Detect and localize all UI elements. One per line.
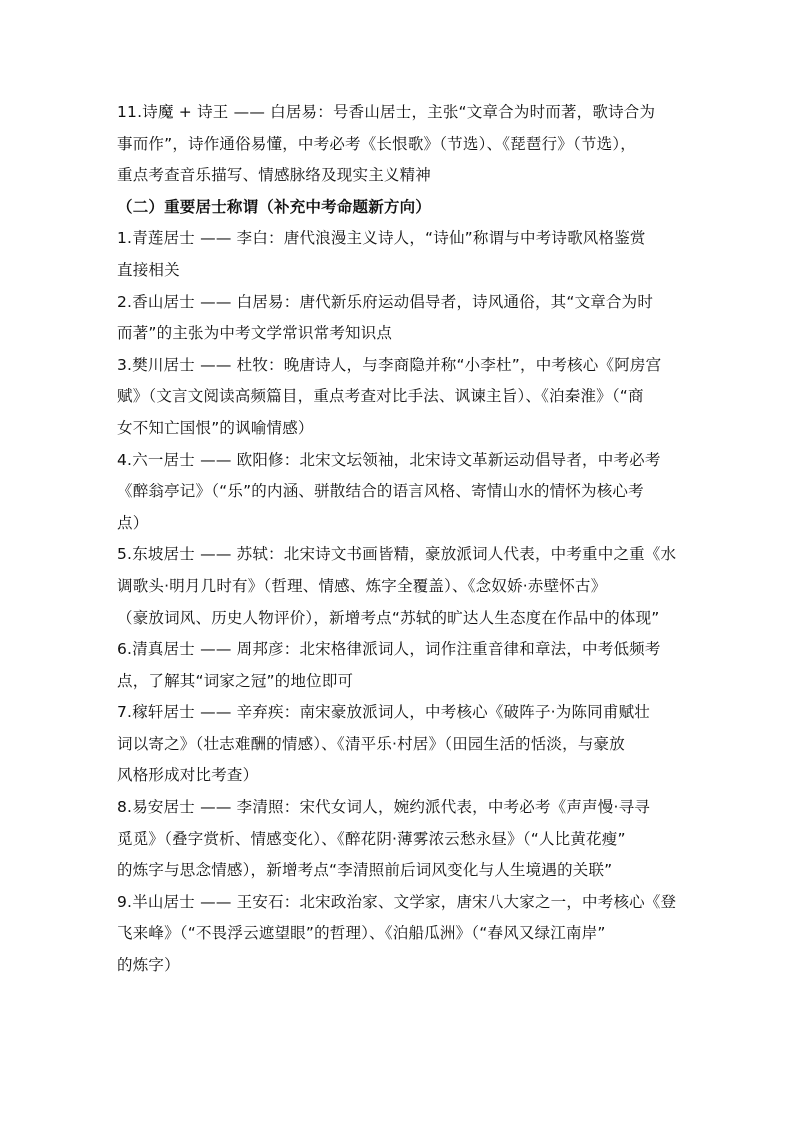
- item-4-line-1: 4.六一居士 —— 欧阳修：北宋文坛领袖，北宋诗文革新运动倡导者，中考必考: [117, 450, 661, 469]
- item-7-line-1: 7.稼轩居士 —— 辛弃疾：南宋豪放派词人，中考核心《破阵子·为陈同甫赋壮: [117, 703, 650, 722]
- item-1-line-1: 1.青莲居士 —— 李白：唐代浪漫主义诗人，“诗仙”称谓与中考诗歌风格鉴赏: [117, 229, 646, 248]
- item-2-line-1: 2.香山居士 —— 白居易：唐代新乐府运动倡导者，诗风通俗，其“文章合为时: [117, 292, 654, 311]
- item-1-line-2: 直接相关: [117, 260, 180, 279]
- item-9-line-1: 9.半山居士 —— 王安石：北宋政治家、文学家，唐宋八大家之一，中考核心《登: [117, 892, 677, 911]
- item-6-line-1: 6.清真居士 —— 周邦彦：北宋格律派词人，词作注重音律和章法，中考低频考: [117, 640, 661, 659]
- item-6-line-2: 点，了解其“词家之冠”的地位即可: [117, 671, 354, 690]
- item-8-line-2: 觅觅》（叠字赏析、情感变化）、《醉花阴·薄雾浓云愁永昼》（“人比黄花瘦”: [117, 829, 626, 848]
- item-4-line-2: 《醉翁亭记》（“乐”的内涵、骈散结合的语言风格、寄情山水的情怀为核心考: [117, 482, 644, 501]
- item-5-line-1: 5.东坡居士 —— 苏轼：北宋诗文书画皆精，豪放派词人代表，中考重中之重《水: [117, 545, 677, 564]
- item-7-line-2: 词以寄之》（壮志难酬的情感）、《清平乐·村居》（田园生活的恬淡，与豪放: [117, 734, 625, 753]
- item-5-line-2: 调歌头·明月几时有》（哲理、情感、炼字全覆盖）、《念奴娇·赤壁怀古》: [117, 576, 607, 595]
- item-3-line-2: 赋》（文言文阅读高频篇目，重点考查对比手法、讽谏主旨）、《泊秦淮》（“商: [117, 387, 644, 406]
- item-9-line-3: 的炼字）: [117, 956, 180, 975]
- item-3-line-3: 女不知亡国恨”的讽喻情感）: [117, 418, 314, 437]
- item-8-line-3: 的炼字与思念情感），新增考点“李清照前后词风变化与人生境遇的关联”: [117, 861, 613, 880]
- item-11-line-2: 事而作”，诗作通俗易懂，中考必考《长恨歌》（节选）、《琵琶行》（节选），: [117, 134, 636, 153]
- item-4-line-3: 点）: [117, 513, 149, 532]
- section-heading: （二）重要居士称谓（补充中考命题新方向）: [117, 197, 432, 216]
- item-8-line-1: 8.易安居士 —— 李清照：宋代女词人，婉约派代表，中考必考《声声慢·寻寻: [117, 798, 650, 817]
- item-9-line-2: 飞来峰》（“不畏浮云遮望眼”的哲理）、《泊船瓜洲》（“春风又绿江南岸”: [117, 924, 606, 943]
- item-7-line-3: 风格形成对比考查）: [117, 766, 259, 785]
- item-2-line-2: 而著”的主张为中考文学常识常考知识点: [117, 324, 393, 343]
- item-11-line-3: 重点考查音乐描写、情感脉络及现实主义精神: [117, 166, 432, 185]
- item-5-line-3: （豪放词风、历史人物评价），新增考点“苏轼的旷达人生态度在作品中的体现”: [117, 608, 660, 627]
- item-3-line-1: 3.樊川居士 —— 杜牧：晚唐诗人，与李商隐并称“小李杜”，中考核心《阿房宫: [117, 355, 662, 374]
- item-11-line-1: 11.诗魔 + 诗王 —— 白居易：号香山居士，主张“文章合为时而著，歌诗合为: [117, 103, 656, 121]
